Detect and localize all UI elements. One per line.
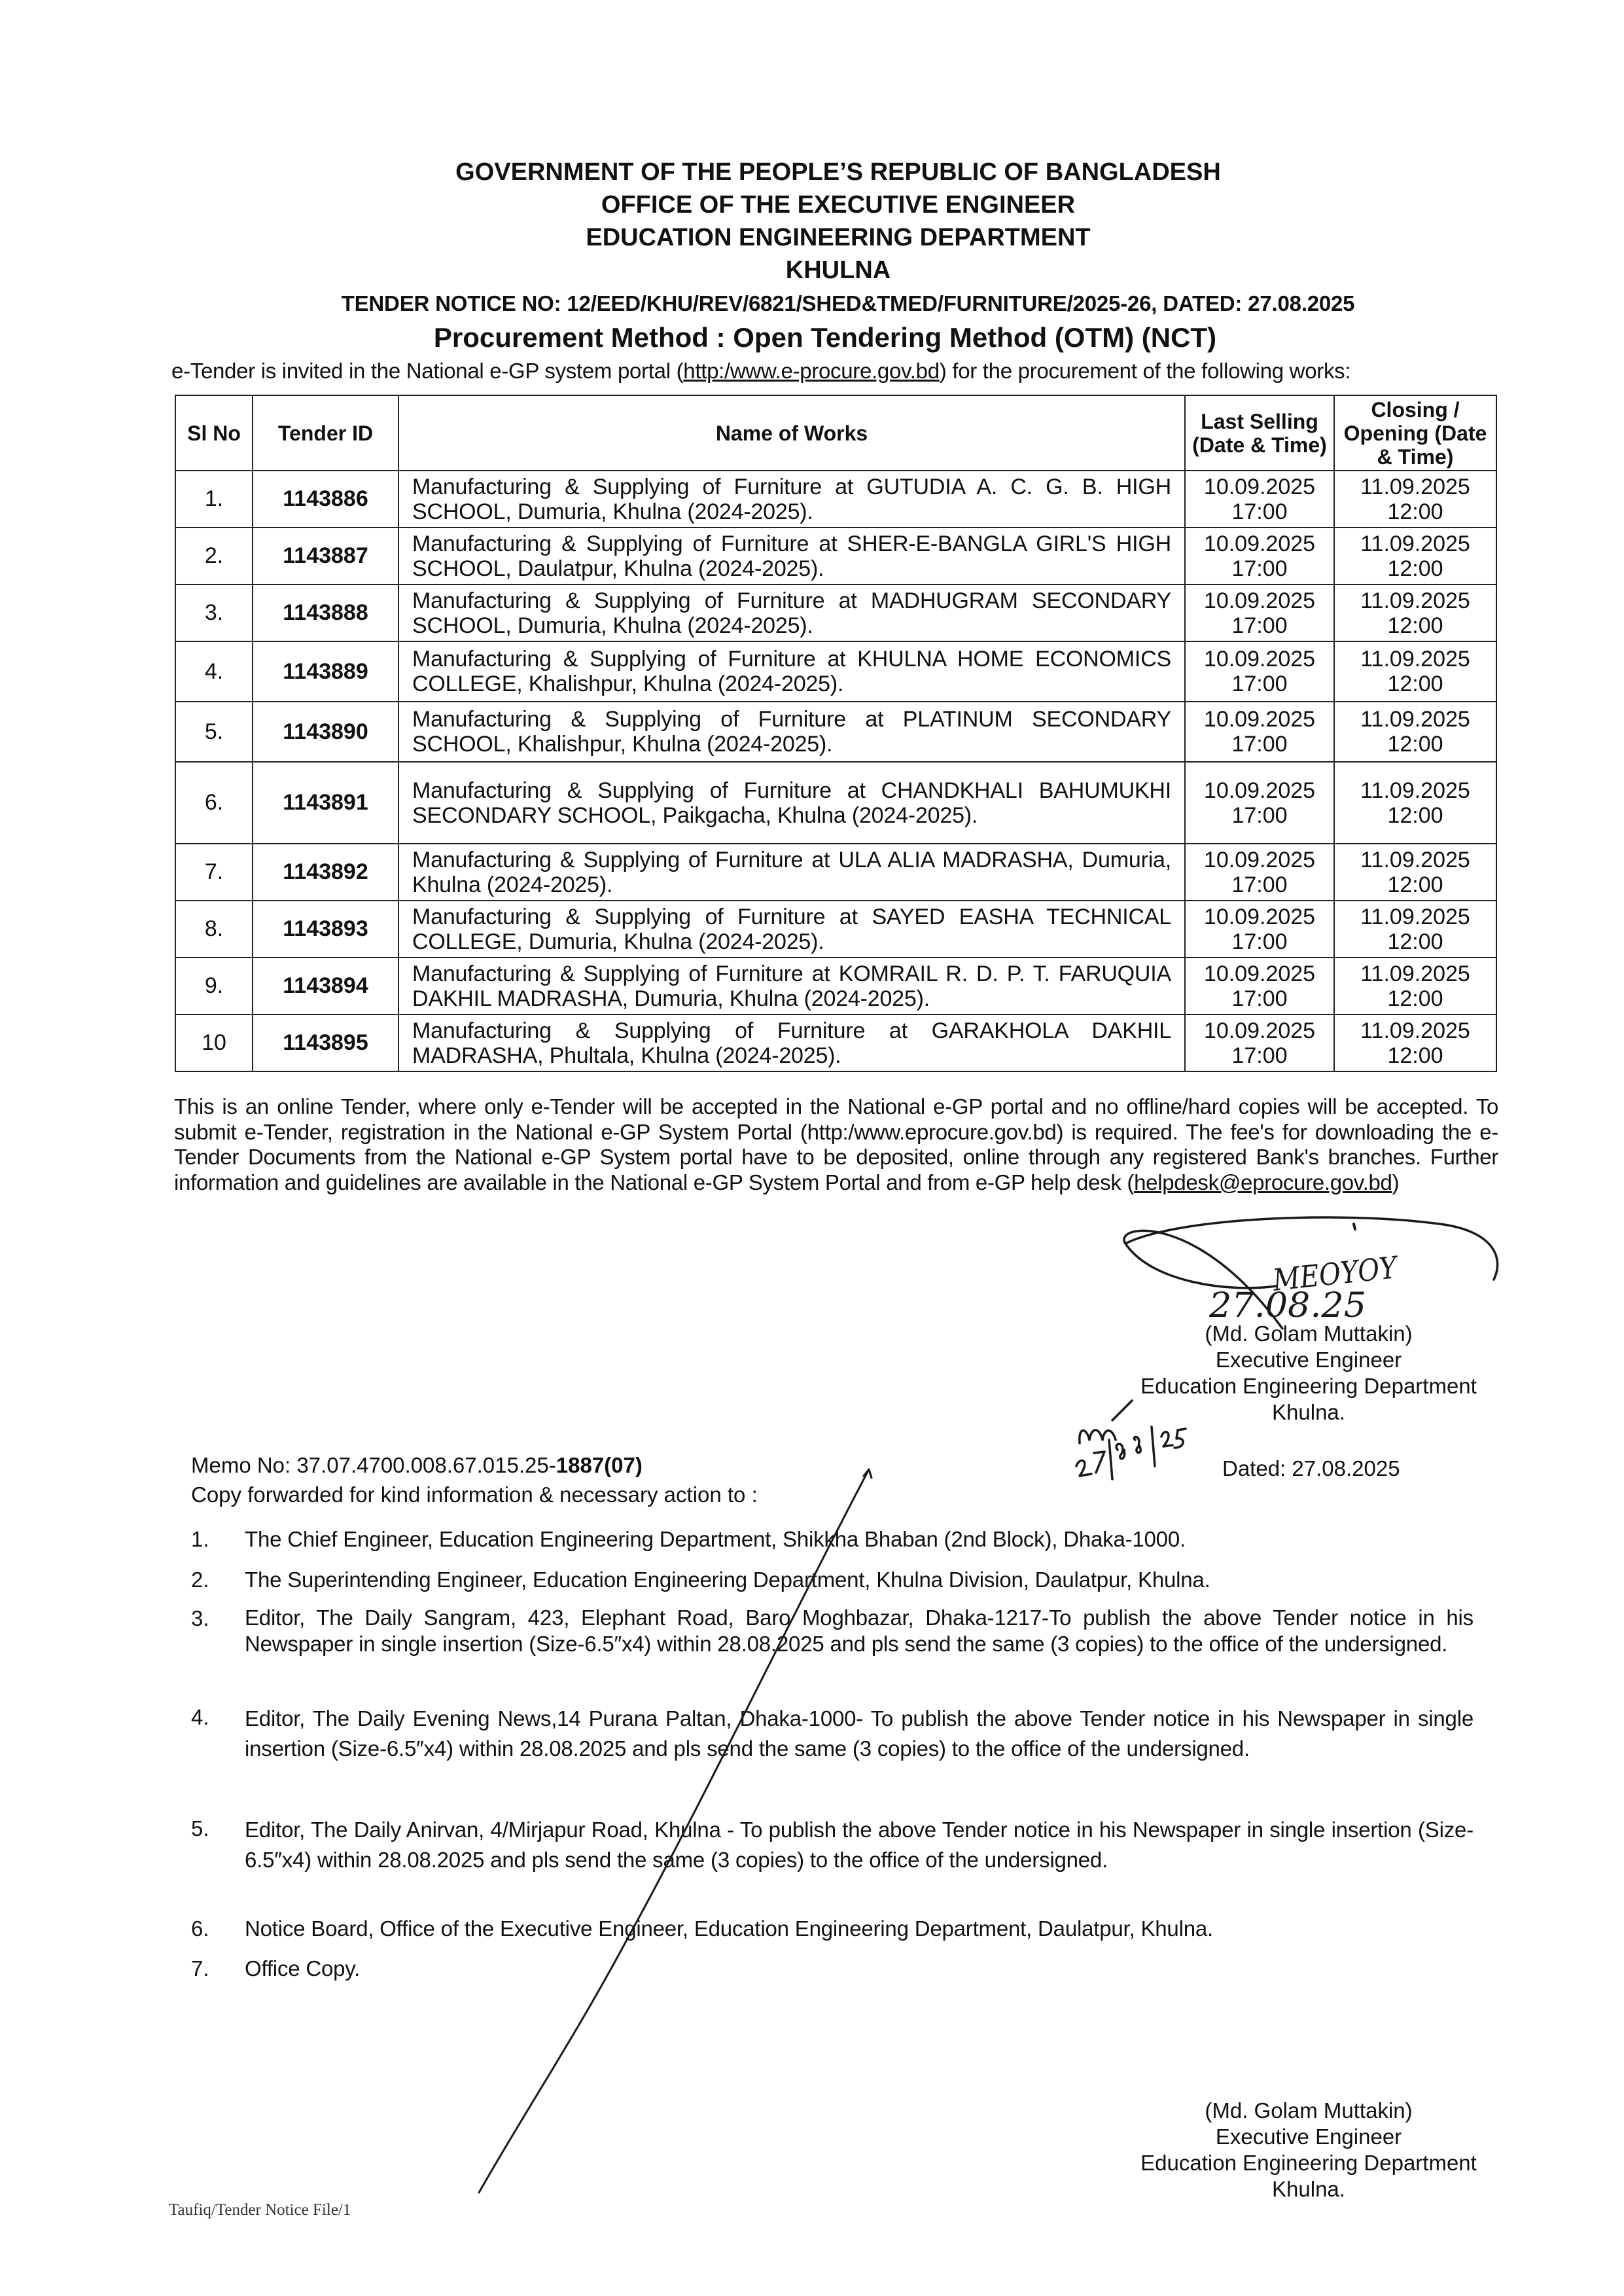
cell-closing-opening [1334,762,1496,844]
signatory-city: Khulna. [1272,2177,1345,2201]
item-number: 2. [191,1568,209,1592]
cell-closing-opening [1334,1014,1496,1071]
item-number: 5. [191,1816,209,1840]
cell-tender-id: 1143889 [253,641,398,702]
memo-dated: Dated: 27.08.2025 [1222,1456,1400,1480]
distribution-item [191,1955,1474,1982]
signatory-department: Education Engineering Department [1140,1374,1477,1398]
intro-text-before: e-Tender is invited in the National e-GP system portal ( [171,359,684,383]
cell-sl: 1. [175,471,253,528]
last-selling-date: 10.09.2025 [1203,961,1316,986]
cell-last-selling [1185,641,1334,702]
cell-last-selling [1185,528,1334,584]
item-text: The Chief Engineer, Education Engineering Department, Shikkha Bhaban (2nd Block), Dhaka-1000. [245,1527,1186,1551]
distribution-item [191,1815,1474,1875]
signature-block-top [1099,1321,1518,1426]
item-number: 3. [191,1606,209,1630]
closing-time: 12:00 [1387,499,1443,524]
closing-date: 11.09.2025 [1360,474,1470,499]
cell-sl: 9. [175,958,253,1014]
closing-date: 11.09.2025 [1360,778,1470,803]
closing-time: 12:00 [1387,672,1443,696]
initials-date [1076,1427,1186,1479]
cell-name-of-works: Manufacturing & Supplying of Furniture at MADHUGRAM SECONDARY SCHOOL, Dumuria, Khulna (2024-2025). [398,584,1185,641]
last-selling-date: 10.09.2025 [1203,474,1316,499]
cell-tender-id: 1143888 [253,584,398,641]
egp-portal-link[interactable]: http:/www.e-procure.gov.bd [683,359,940,383]
cell-sl: 10 [175,1014,253,1071]
closing-date: 11.09.2025 [1360,847,1470,872]
signature-handwritten-date: 27.08.25 [1208,1286,1366,1325]
header-city: KHULNA [785,257,891,284]
last-selling-time: 17:00 [1231,672,1288,696]
closing-time: 12:00 [1387,986,1443,1011]
last-selling-date: 10.09.2025 [1203,588,1316,613]
item-text: Editor, The Daily Evening News,14 Purana Paltan, Dhaka-1000- To publish the above Tender notice in his Newspaper in single insertion (Size-6.5″x4) within 28.08.2025 and pls send the same (3 copies) to the office of the undersigned. [245,1706,1474,1761]
closing-time: 12:00 [1387,872,1443,897]
last-selling-date: 10.09.2025 [1203,778,1316,803]
cell-last-selling [1185,584,1334,641]
cell-last-selling [1185,958,1334,1014]
signatory-city: Khulna. [1272,1400,1345,1424]
header-government: GOVERNMENT OF THE PEOPLE’S REPUBLIC OF BANGLADESH [455,158,1221,186]
last-selling-time: 17:00 [1231,556,1288,581]
col-header-closing-opening: Closing / Opening (Date & Time) [1334,395,1496,471]
cell-last-selling [1185,762,1334,844]
info-close: ) [1392,1170,1400,1194]
procurement-method: Procurement Method : Open Tendering Method (OTM) (NCT) [433,322,1217,353]
table-row [175,641,1496,702]
tender-notice-number: TENDER NOTICE NO: 12/EED/KHU/REV/6821/SHED&TMED/FURNITURE/2025-26, DATED: 27.08.2025 [341,291,1355,315]
memo-prefix: Memo No: 37.07.4700.008.67.015.25- [191,1453,556,1477]
helpdesk-email-link[interactable]: helpdesk@eprocure.gov.bd [1134,1170,1392,1194]
memo-number-bold: 1887(07) [556,1453,643,1477]
cell-closing-opening [1334,844,1496,901]
item-text: Editor, The Daily Sangram, 423, Elephant Road, Baro Moghbazar, Dhaka-1217-To publish the above Tender notice in his Newspaper in single insertion (Size-6.5″x4) within 28.08.2025 and pls send the same (3 copies) to the office of the undersigned. [245,1605,1474,1656]
item-text: Editor, The Daily Anirvan, 4/Mirjapur Road, Khulna - To publish the above Tender notice in his Newspaper in single insertion (Size-6.5″x4) within 28.08.2025 and pls send the same (3 copies) to the office of the undersigned. [245,1818,1474,1872]
item-text: Notice Board, Office of the Executive Engineer, Education Engineering Department, Daulatpur, Khulna. [245,1916,1213,1941]
pen-dot [1354,1224,1355,1229]
item-number: 7. [191,1956,209,1981]
last-selling-time: 17:00 [1231,986,1288,1011]
table-row [175,528,1496,584]
cell-sl: 4. [175,641,253,702]
closing-date: 11.09.2025 [1360,588,1470,613]
cell-name-of-works: Manufacturing & Supplying of Furniture at GUTUDIA A. C. G. B. HIGH SCHOOL, Dumuria, Khulna (2024-2025). [398,471,1185,528]
last-selling-date: 10.09.2025 [1203,531,1316,556]
last-selling-date: 10.09.2025 [1203,707,1316,732]
tender-table [175,395,1497,1072]
cell-last-selling [1185,901,1334,958]
item-number: 6. [191,1916,209,1941]
distribution-item [191,1915,1474,1942]
header-office: OFFICE OF THE EXECUTIVE ENGINEER [601,191,1076,219]
info-text: This is an online Tender, where only e-Tender will be accepted in the National e-GP portal and no offline/hard copies will be accepted. To submit e-Tender, registration in the National e-GP System Portal (http:/www.eprocure.gov.bd) is required. The fee's for downloading the e-Tender Documents from the National e-GP System portal have to be deposited, online through any registered Bank's branches. Further information and guidelines are available in the National e-GP System Portal and from e-GP help desk ( [174,1094,1498,1194]
closing-time: 12:00 [1387,613,1443,638]
table-row [175,844,1496,901]
closing-date: 11.09.2025 [1360,707,1470,732]
closing-time: 12:00 [1387,802,1443,828]
closing-time: 12:00 [1387,929,1443,954]
cell-sl: 2. [175,528,253,584]
last-selling-time: 17:00 [1231,872,1288,897]
signatory-title: Executive Engineer [1215,1348,1402,1372]
closing-date: 11.09.2025 [1360,647,1470,672]
cell-sl: 8. [175,901,253,958]
table-header-row [175,395,1496,471]
distribution-item [191,1704,1474,1764]
table-row [175,702,1496,762]
copy-forwarded-label: Copy forwarded for kind information & necessary action to : [191,1482,758,1507]
table-row [175,762,1496,844]
cell-name-of-works: Manufacturing & Supplying of Furniture at ULA ALIA MADRASHA, Dumuria, Khulna (2024-2025). [398,844,1185,901]
closing-time: 12:00 [1387,556,1443,581]
cell-last-selling [1185,1014,1334,1071]
last-selling-date: 10.09.2025 [1203,904,1316,929]
cell-name-of-works: Manufacturing & Supplying of Furniture at KOMRAIL R. D. P. T. FARUQUIA DAKHIL MADRASHA, Dumuria, Khulna (2024-2025). [398,958,1185,1014]
last-selling-time: 17:00 [1231,499,1288,524]
cell-tender-id: 1143890 [253,702,398,762]
cell-closing-opening [1334,584,1496,641]
signatory-department: Education Engineering Department [1140,2151,1477,2175]
signature-loop [1124,1217,1498,1329]
last-selling-time: 17:00 [1231,732,1288,757]
closing-date: 11.09.2025 [1360,1018,1470,1043]
closing-time: 12:00 [1387,1043,1443,1068]
cell-last-selling [1185,844,1334,901]
cell-name-of-works: Manufacturing & Supplying of Furniture at SHER-E-BANGLA GIRL'S HIGH SCHOOL, Daulatpur, Khulna (2024-2025). [398,528,1185,584]
col-header-last-selling: Last Selling (Date & Time) [1185,395,1334,471]
cell-closing-opening [1334,641,1496,702]
distribution-item [191,1605,1474,1657]
signature-initials: MEOYOY [1271,1247,1417,1298]
last-selling-time: 17:00 [1231,613,1288,638]
cell-closing-opening [1334,702,1496,762]
last-selling-date: 10.09.2025 [1203,847,1316,872]
memo-number [191,1453,643,1478]
cell-sl: 3. [175,584,253,641]
col-header-tender-id: Tender ID [253,395,398,471]
table-row [175,584,1496,641]
col-header-name-of-works: Name of Works [398,395,1185,471]
distribution-item [191,1526,1474,1552]
signatory-name: (Md. Golam Muttakin) [1205,2098,1413,2123]
col-header-sl: Sl No [175,395,253,471]
cell-tender-id: 1143886 [253,471,398,528]
cell-closing-opening [1334,958,1496,1014]
cell-last-selling [1185,702,1334,762]
cell-tender-id: 1143894 [253,958,398,1014]
closing-time: 12:00 [1387,732,1443,757]
cell-tender-id: 1143892 [253,844,398,901]
distribution-item [191,1566,1474,1593]
closing-date: 11.09.2025 [1360,904,1470,929]
diagonal-stroke-tip [864,1469,872,1478]
item-number: 1. [191,1527,209,1551]
cell-closing-opening [1334,528,1496,584]
online-tender-info [174,1094,1498,1195]
signatory-name: (Md. Golam Muttakin) [1205,1321,1413,1346]
signatory-title: Executive Engineer [1215,2125,1402,2149]
header-department: EDUCATION ENGINEERING DEPARTMENT [586,224,1091,251]
cell-sl: 6. [175,762,253,844]
signature-block-bottom [1099,2098,1518,2202]
last-selling-time: 17:00 [1231,929,1288,954]
table-row [175,901,1496,958]
item-number: 4. [191,1705,209,1729]
cell-name-of-works: Manufacturing & Supplying of Furniture at GARAKHOLA DAKHIL MADRASHA, Phultala, Khulna (2024-2025). [398,1014,1185,1071]
table-row [175,471,1496,528]
intro-sentence [171,359,1500,384]
intro-text-after: ) for the procurement of the following works: [939,359,1351,383]
cell-name-of-works: Manufacturing & Supplying of Furniture at CHANDKHALI BAHUMUKHI SECONDARY SCHOOL, Paikgacha, Khulna (2024-2025). [398,762,1185,844]
cell-tender-id: 1143893 [253,901,398,958]
cell-sl: 5. [175,702,253,762]
table-row [175,1014,1496,1071]
last-selling-time: 17:00 [1231,802,1288,828]
cell-sl: 7. [175,844,253,901]
cell-closing-opening [1334,471,1496,528]
cell-last-selling [1185,471,1334,528]
item-text: The Superintending Engineer, Education Engineering Department, Khulna Division, Daulatpur, Khulna. [245,1568,1210,1592]
item-text: Office Copy. [245,1956,361,1981]
cell-tender-id: 1143887 [253,528,398,584]
last-selling-time: 17:00 [1231,1043,1288,1068]
cell-name-of-works: Manufacturing & Supplying of Furniture at KHULNA HOME ECONOMICS COLLEGE, Khalishpur, Khulna (2024-2025). [398,641,1185,702]
closing-date: 11.09.2025 [1360,961,1470,986]
file-reference: Taufiq/Tender Notice File/1 [169,2201,351,2219]
closing-date: 11.09.2025 [1360,531,1470,556]
last-selling-date: 10.09.2025 [1203,1018,1316,1043]
last-selling-date: 10.09.2025 [1203,647,1316,672]
cell-closing-opening [1334,901,1496,958]
cell-tender-id: 1143891 [253,762,398,844]
cell-name-of-works: Manufacturing & Supplying of Furniture at SAYED EASHA TECHNICAL COLLEGE, Dumuria, Khulna (2024-2025). [398,901,1185,958]
cell-name-of-works: Manufacturing & Supplying of Furniture at PLATINUM SECONDARY SCHOOL, Khalishpur, Khulna (2024-2025). [398,702,1185,762]
table-row [175,958,1496,1014]
cell-tender-id: 1143895 [253,1014,398,1071]
